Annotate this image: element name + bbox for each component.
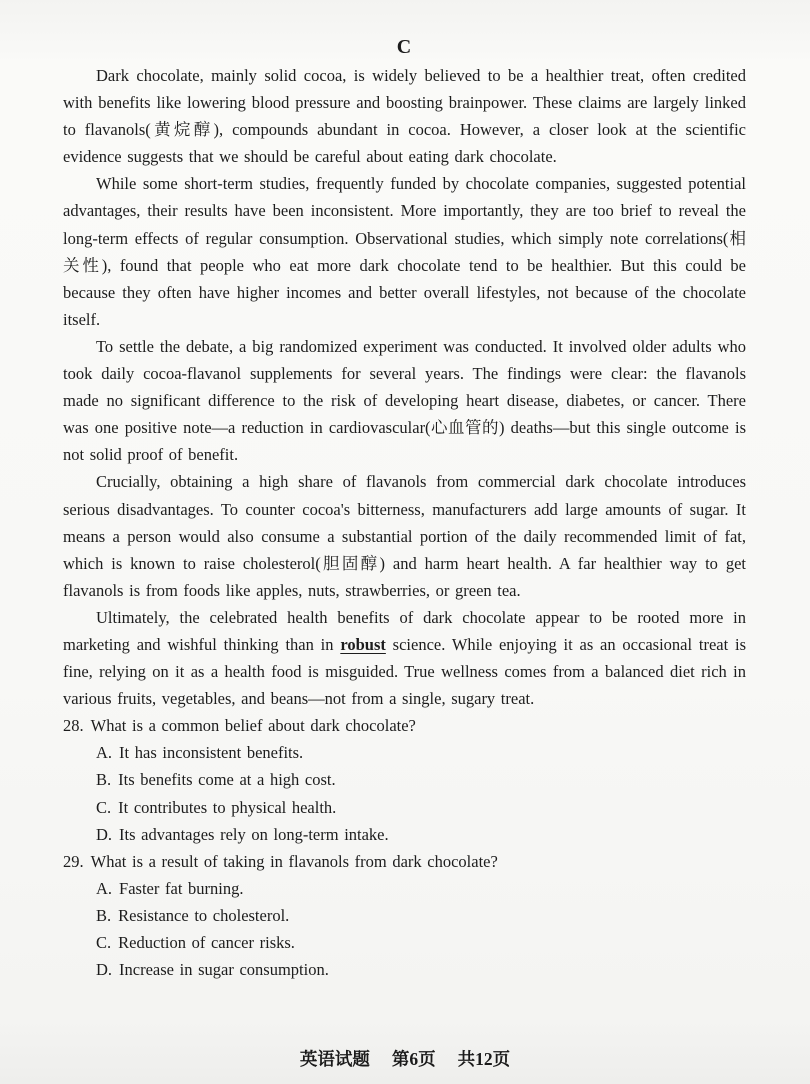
option-d-text: Its advantages rely on long-term intake. bbox=[119, 824, 389, 844]
reading-passage bbox=[63, 62, 746, 712]
option-c-label: C. bbox=[96, 797, 112, 817]
question-28-option-a bbox=[96, 739, 746, 766]
question-29-option-b bbox=[96, 902, 746, 929]
question-28 bbox=[63, 712, 746, 847]
page-footer bbox=[0, 1047, 810, 1071]
question-28-options bbox=[63, 739, 746, 847]
option-a-text: It has inconsistent benefits. bbox=[119, 743, 304, 763]
option-c-text: Reduction of cancer risks. bbox=[118, 933, 295, 952]
question-28-number: 28. bbox=[63, 716, 84, 736]
option-a-label: A. bbox=[96, 743, 113, 763]
option-b-text: Its benefits come at a high cost. bbox=[118, 770, 336, 790]
question-28-text: What is a common belief about dark chocolate? bbox=[90, 716, 416, 736]
passage-paragraph-2: While some short-term studies, frequently funded by chocolate companies, suggested potential advantages, their results have been inconsistent. More importantly, they are too brief to reveal the long-term effects of regular consumption. Observational studies, which simply note correlations(相关性), found that people who eat more dark chocolate tend to be healthier. But this could be because they often have higher incomes and better overall lifestyles, not because of the chocolate itself. bbox=[63, 174, 746, 329]
footer-exam-title: 英语试题 bbox=[299, 1049, 370, 1069]
option-d-label: D. bbox=[96, 824, 113, 844]
option-b-label: B. bbox=[96, 770, 112, 790]
passage-paragraph-4: Crucially, obtaining a high share of flavanols from commercial dark chocolate introduces serious disadvantages. To counter cocoa's bitterness, manufacturers add large amounts of sugar. It means a person would also consume a substantial portion of the daily recommended limit of fat, which is known to raise cholesterol(胆固醇) and harm heart health. A far healthier way to get flavanols is from foods like apples, nuts, strawberries, or green tea. bbox=[63, 472, 746, 600]
option-d-label: D. bbox=[96, 960, 113, 980]
option-b-text: Resistance to cholesterol. bbox=[118, 905, 290, 925]
paragraph-5-before: Ultimately, the celebrated health benefits of dark chocolate appear to be rooted more in marketing and wishful thinking than in bbox=[63, 607, 746, 654]
section-label: C bbox=[396, 36, 413, 58]
question-29-option-d bbox=[96, 956, 746, 983]
question-28-option-b bbox=[96, 766, 746, 793]
question-29-number: 29. bbox=[63, 851, 84, 871]
option-c-label: C. bbox=[96, 933, 112, 952]
passage-paragraph-3: To settle the debate, a big randomized experiment was conducted. It involved older adults who took daily cocoa-flavanol supplements for several years. The findings were clear: the flavanols made no significant difference to the risk of developing heart disease, diabetes, or cancer. There was one positive note—a reduction in cardiovascular(心血管的) deaths—but this single outcome is not solid proof of benefit. bbox=[63, 336, 746, 465]
question-29-text: What is a result of taking in flavanols from dark chocolate? bbox=[90, 851, 498, 871]
question-28-stem bbox=[63, 712, 746, 739]
footer-total-pages: 共12页 bbox=[457, 1049, 511, 1069]
question-29-option-a bbox=[96, 875, 746, 902]
question-29-options bbox=[63, 875, 746, 983]
question-28-option-c bbox=[96, 794, 746, 821]
passage-paragraph-5 bbox=[63, 604, 746, 712]
question-29-option-c bbox=[96, 929, 746, 956]
option-b-label: B. bbox=[96, 905, 112, 925]
passage-paragraph-1: Dark chocolate, mainly solid cocoa, is widely believed to be a healthier treat, often credited with benefits like lowering blood pressure and boosting brainpower. These claims are largely linked to flavanols(黄烷醇), compounds abundant in cocoa. However, a closer look at the scientific evidence suggests that we should be careful about eating dark chocolate. bbox=[63, 66, 746, 167]
highlighted-word-robust: robust bbox=[340, 634, 386, 654]
option-d-text: Increase in sugar consumption. bbox=[119, 960, 329, 980]
option-a-text: Faster fat burning. bbox=[119, 878, 244, 898]
question-29-stem bbox=[63, 848, 746, 875]
paragraph-5-after: science. While enjoying it as an occasional treat is fine, relying on it as a health food is misguided. True wellness comes from a balanced diet rich in various fruits, vegetables, and beans—not from a single, sugary treat. bbox=[63, 634, 746, 709]
option-a-label: A. bbox=[96, 878, 113, 898]
question-28-option-d bbox=[96, 821, 746, 848]
question-29 bbox=[63, 848, 746, 983]
option-c-text: It contributes to physical health. bbox=[118, 797, 337, 817]
footer-page-number: 第6页 bbox=[391, 1049, 436, 1069]
